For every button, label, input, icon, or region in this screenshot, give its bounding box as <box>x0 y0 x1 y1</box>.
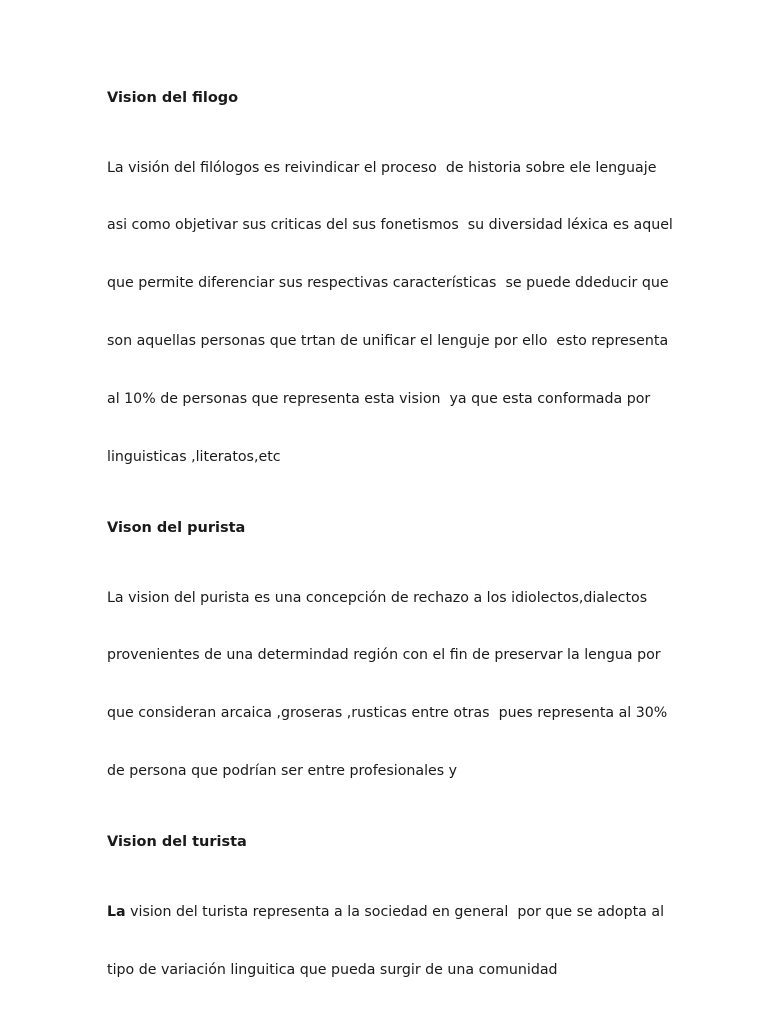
paragraph-line: de persona que podrían ser entre profesionales y <box>107 763 458 780</box>
paragraph-purista <box>107 550 668 820</box>
paragraph-line: que consideran arcaica ,groseras ,rusticas entre otras pues representa al 30% <box>107 705 668 722</box>
section-filologo <box>107 89 673 506</box>
section-purista <box>107 519 668 820</box>
section-heading-purista: Vison del purista <box>107 519 246 536</box>
paragraph-line: La visión del filólogos es reivindicar el proceso de historia sobre ele lenguaje <box>107 159 657 176</box>
section-turista <box>107 833 668 1018</box>
paragraph-line: son aquellas personas que trtan de unificar el lenguje por ello esto representa <box>107 333 669 350</box>
paragraph-filologo <box>107 120 673 506</box>
paragraph-line: que permite diferenciar sus respectivas características se puede ddeducir que <box>107 275 669 292</box>
paragraph-line: tipo de variación linguitica que pueda surgir de una comunidad <box>107 961 558 978</box>
paragraph-line-first <box>107 903 668 922</box>
paragraph-lead-word: La <box>107 903 126 920</box>
paragraph-line: asi como objetivar sus criticas del sus fonetismos su diversidad léxica es aquel <box>107 217 673 234</box>
paragraph-line-rest: vision del turista representa a la sociedad en general por que se adopta al <box>125 903 665 920</box>
paragraph-turista <box>107 864 668 1018</box>
section-heading-filologo: Vision del filogo <box>107 90 239 106</box>
paragraph-line: linguisticas ,literatos,etc <box>107 449 281 466</box>
paragraph-line: La vision del purista es una concepción de rechazo a los idiolectos,dialectos <box>107 589 648 606</box>
paragraph-line: al 10% de personas que representa esta vision ya que esta conformada por <box>107 391 651 408</box>
section-heading-turista: Vision del turista <box>107 834 247 851</box>
paragraph-line: provenientes de una determindad región con el fin de preservar la lengua por <box>107 647 661 664</box>
